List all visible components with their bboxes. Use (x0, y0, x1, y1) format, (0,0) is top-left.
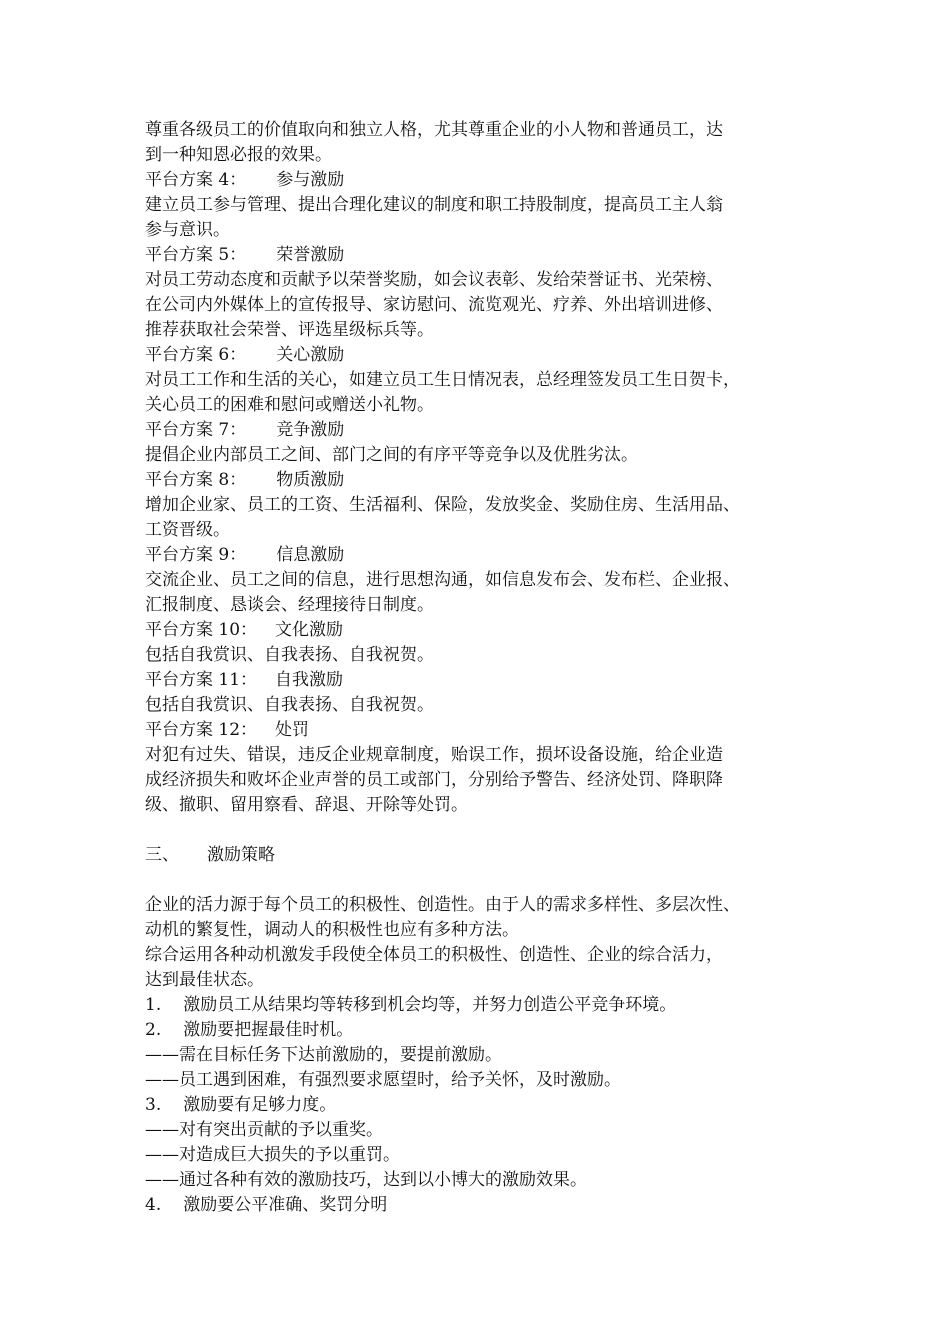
plan-desc-line: 包括自我赏识、自我表扬、自我祝贺。 (145, 645, 434, 665)
plan-title: 物质激励 (276, 470, 345, 490)
section-heading (145, 843, 825, 868)
plan-desc-line: 汇报制度、恳谈会、经理接待日制度。 (145, 595, 434, 615)
plan-desc-line: 在公司内外媒体上的宣传报导、家访慰问、流览观光、疗养、外出培训进修、 (145, 295, 723, 315)
item-text: 激励要有足够力度。 (183, 1095, 337, 1115)
numbered-item (145, 993, 825, 1018)
section-paragraph-line: 动机的繁复性，调动人的积极性也应有多种方法。 (145, 920, 519, 940)
plan-desc-line: 建立员工参与管理、提出合理化建议的制度和职工持股制度，提高员工主人翁 (145, 195, 723, 215)
numbered-item (145, 1018, 825, 1043)
plan-desc-line: 对犯有过失、错误，违反企业规章制度，贻误工作，损坏设备设施，给企业造 (145, 745, 723, 765)
dash-item: ——对有突出贡献的予以重奖。 (145, 1120, 383, 1140)
section-number: 三、 (145, 845, 179, 865)
plan-heading (145, 243, 825, 268)
plan-heading (145, 718, 825, 743)
item-text: 激励要公平准确、奖罚分明 (183, 1195, 388, 1215)
dash-item: ——员工遇到困难，有强烈要求愿望时，给予关怀，及时激励。 (145, 1070, 621, 1090)
plan-desc-line: 工资晋级。 (145, 520, 230, 540)
plan-title: 竞争激励 (276, 420, 345, 440)
dash-item: ——通过各种有效的激励技巧，达到以小博大的激励效果。 (145, 1170, 587, 1190)
plan-desc-line: 提倡企业内部员工之间、部门之间的有序平等竞争以及优胜劣汰。 (145, 445, 638, 465)
plan-label: 平台方案 6： (145, 345, 247, 365)
plan-title: 参与激励 (276, 170, 345, 190)
plan-heading (145, 168, 825, 193)
intro-line: 尊重各级员工的价值取向和独立人格，尤其尊重企业的小人物和普通员工，达 (145, 120, 723, 140)
plan-title: 处罚 (275, 720, 310, 740)
item-text: 激励员工从结果均等转移到机会均等，并努力创造公平竞争环境。 (183, 995, 677, 1015)
plan-desc-line: 包括自我赏识、自我表扬、自我祝贺。 (145, 695, 434, 715)
numbered-item (145, 1093, 825, 1118)
plan-title: 荣誉激励 (276, 245, 345, 265)
plan-desc-line: 成经济损失和败坏企业声誉的员工或部门，分别给予警告、经济处罚、降职降 (145, 770, 723, 790)
plan-desc-line: 关心员工的困难和慰问或赠送小礼物。 (145, 395, 434, 415)
item-number: 3. (145, 1095, 162, 1115)
plan-desc-line: 参与意识。 (145, 220, 230, 240)
plan-heading (145, 468, 825, 493)
section-paragraph-line: 综合运用各种动机激发手段使全体员工的积极性、创造性、企业的综合活力， (145, 945, 723, 965)
item-number: 2. (145, 1020, 162, 1040)
document-page (145, 118, 825, 1218)
section-paragraph-line: 企业的活力源于每个员工的积极性、创造性。由于人的需求多样性、多层次性、 (145, 895, 740, 915)
item-number: 4. (145, 1195, 162, 1215)
item-text: 激励要把握最佳时机。 (183, 1020, 354, 1040)
item-number: 1. (145, 995, 162, 1015)
plan-label: 平台方案 10： (145, 620, 258, 640)
section-paragraph-line: 达到最佳状态。 (145, 970, 264, 990)
plan-label: 平台方案 9： (145, 545, 247, 565)
plan-title: 自我激励 (275, 670, 344, 690)
plan-desc-line: 增加企业家、员工的工资、生活福利、保险，发放奖金、奖励住房、生活用品、 (145, 495, 740, 515)
plan-label: 平台方案 7： (145, 420, 247, 440)
intro-line: 到一种知恩必报的效果。 (145, 145, 332, 165)
plan-label: 平台方案 12： (145, 720, 258, 740)
plan-title: 关心激励 (276, 345, 345, 365)
plan-title: 信息激励 (276, 545, 345, 565)
plan-heading (145, 668, 825, 693)
plan-heading (145, 343, 825, 368)
plan-desc-line: 级、撤职、留用察看、辞退、开除等处罚。 (145, 795, 468, 815)
plan-title: 文化激励 (275, 620, 344, 640)
numbered-item (145, 1193, 825, 1218)
plan-label: 平台方案 11： (145, 670, 258, 690)
plan-heading (145, 543, 825, 568)
dash-item: ——对造成巨大损失的予以重罚。 (145, 1145, 400, 1165)
section-title: 激励策略 (207, 845, 275, 865)
plan-desc-line: 交流企业、员工之间的信息，进行思想沟通，如信息发布会、发布栏、企业报、 (145, 570, 740, 590)
plan-heading (145, 618, 825, 643)
plan-desc-line: 对员工工作和生活的关心，如建立员工生日情况表，总经理签发员工生日贺卡， (145, 370, 740, 390)
dash-item: ——需在目标任务下达前激励的，要提前激励。 (145, 1045, 502, 1065)
plan-heading (145, 418, 825, 443)
plan-label: 平台方案 4： (145, 170, 247, 190)
plan-label: 平台方案 5： (145, 245, 247, 265)
plan-desc-line: 推荐获取社会荣誉、评选星级标兵等。 (145, 320, 434, 340)
plan-label: 平台方案 8： (145, 470, 247, 490)
plan-desc-line: 对员工劳动态度和贡献予以荣誉奖励，如会议表彰、发给荣誉证书、光荣榜、 (145, 270, 723, 290)
